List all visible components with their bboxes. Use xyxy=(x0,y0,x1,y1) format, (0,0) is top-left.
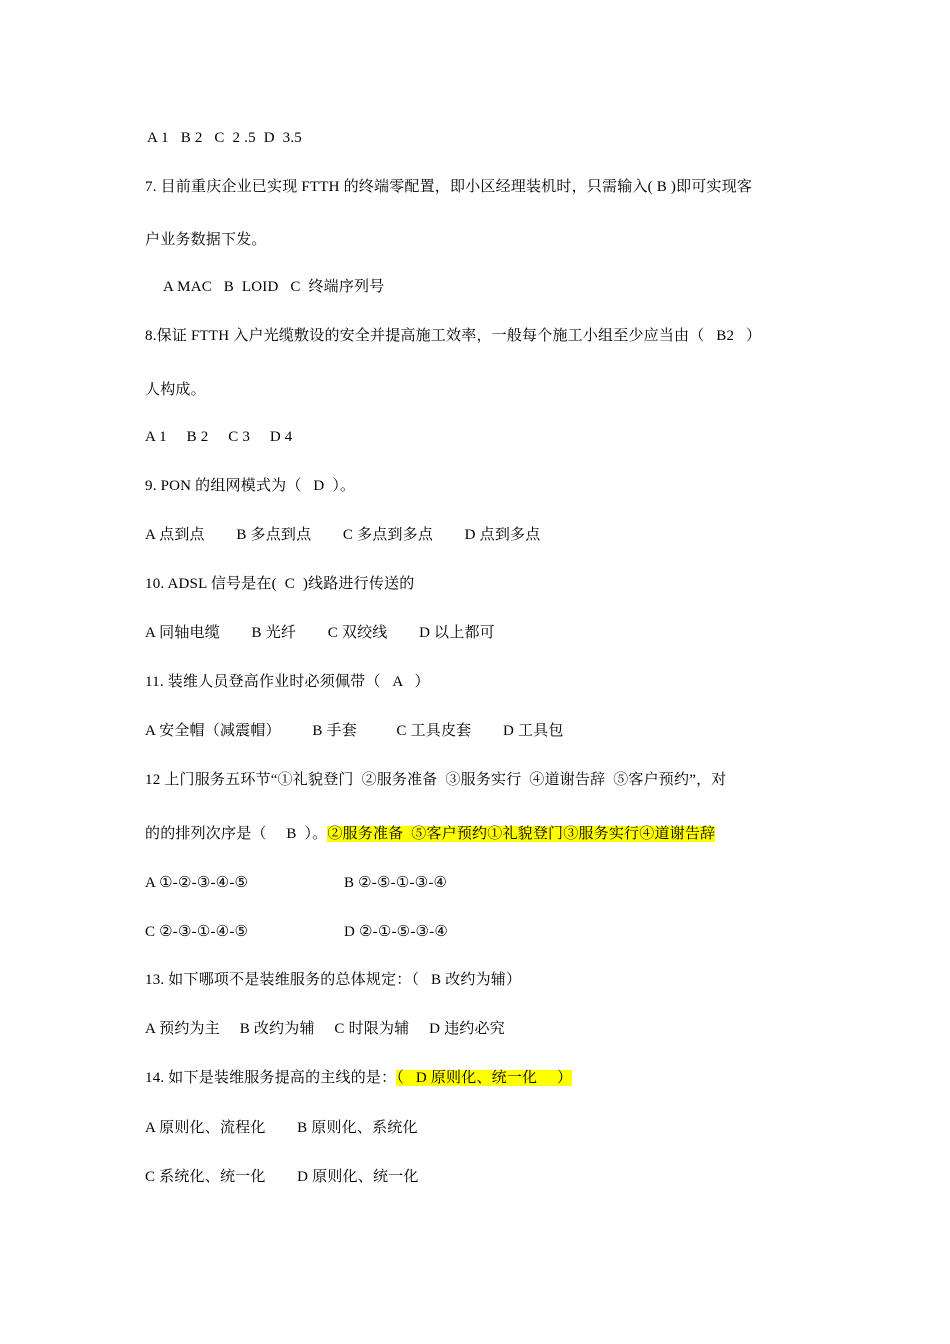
q7-line2: 户业务数据下发。 xyxy=(145,232,267,248)
q14-question-text: 14. 如下是装维服务提高的主线的是： xyxy=(145,1070,397,1086)
q12-answer-highlight: ②服务准备 ⑤客户预约①礼貌登门③服务实行④道谢告辞 xyxy=(327,826,716,842)
q12-option-c: C ②-③-①-④-⑤ xyxy=(145,924,249,940)
q12-option-b: B ②-⑤-①-③-④ xyxy=(344,875,448,891)
q12-option-d: D ②-①-⑤-③-④ xyxy=(344,924,448,940)
q9-question: 9. PON 的组网模式为（ D ）。 xyxy=(145,478,356,494)
q14-question xyxy=(145,1068,572,1088)
q9-options: A 点到点 B 多点到点 C 多点到多点 D 点到多点 xyxy=(145,527,541,543)
q10-options: A 同轴电缆 B 光纤 C 双绞线 D 以上都可 xyxy=(145,625,495,641)
q12-line2-text: 的的排列次序是（ B ）。 xyxy=(145,826,328,842)
q12-option-a: A ①-②-③-④-⑤ xyxy=(145,875,249,891)
q8-line1: 8.保证 FTTH 入户光缆敷设的安全并提高施工效率，一般每个施工小组至少应当由（ B2 ） xyxy=(145,328,762,344)
q6-options: A 1 B 2 C 2 .5 D 3.5 xyxy=(147,130,302,146)
q10-question: 10. ADSL 信号是在( C )线路进行传送的 xyxy=(145,576,415,592)
q11-options: A 安全帽（减震帽） B 手套 C 工具皮套 D 工具包 xyxy=(145,723,564,739)
q12-line1: 12 上门服务五环节“①礼貌登门 ②服务准备 ③服务实行 ④道谢告辞 ⑤客户预约”，对 xyxy=(145,772,727,788)
q14-answer-highlight: （ D 原则化、统一化 ） xyxy=(396,1070,573,1086)
q11-question: 11. 装维人员登高作业时必须佩带（ A ） xyxy=(145,674,430,690)
q8-line2: 人构成。 xyxy=(145,382,206,398)
q7-line1: 7. 目前重庆企业已实现 FTTH 的终端零配置，即小区经理装机时，只需输入( B )即可实现客 xyxy=(145,179,753,195)
q7-options: A MAC B LOID C 终端序列号 xyxy=(163,279,385,295)
q14-options-row1: A 原则化、流程化 B 原则化、系统化 xyxy=(145,1120,418,1136)
q12-line2 xyxy=(145,824,715,844)
q13-question: 13. 如下哪项不是装维服务的总体规定：（ B 改约为辅） xyxy=(145,972,522,988)
q14-options-row2: C 系统化、统一化 D 原则化、统一化 xyxy=(145,1169,419,1185)
q13-options: A 预约为主 B 改约为辅 C 时限为辅 D 违约必究 xyxy=(145,1021,505,1037)
q8-options: A 1 B 2 C 3 D 4 xyxy=(145,429,293,445)
